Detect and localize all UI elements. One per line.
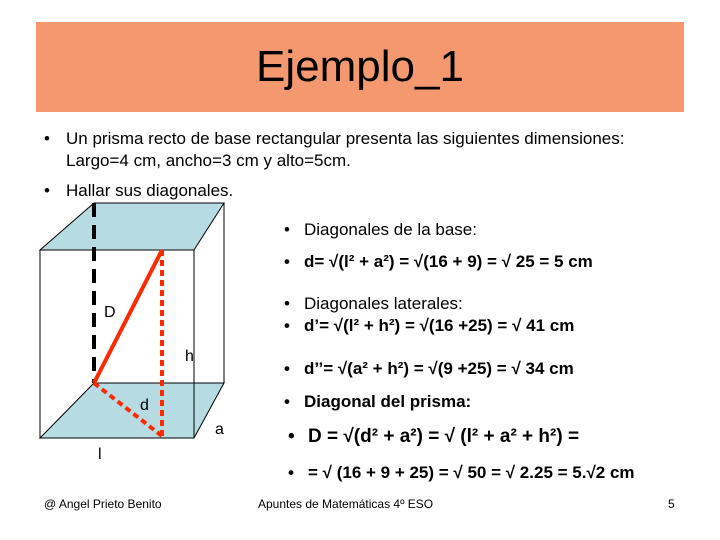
- lateral-formula-1: [284, 315, 575, 337]
- page-number: 5: [668, 497, 675, 511]
- prism-formula-2-text: = √ (16 + 9 + 25) = √ 50 = √ 2.25 = 5.√2 cm: [308, 463, 635, 482]
- label-a: a: [215, 421, 224, 438]
- lateral-heading-text: Diagonales laterales:: [304, 294, 463, 313]
- bullet-line: Largo=4 cm, ancho=3 cm y alto=5cm.: [66, 151, 351, 170]
- lateral-formula-1-text: d’= √(l² + h²) = √(16 +25) = √ 41 cm: [304, 316, 575, 335]
- footer-author: @ Angel Prieto Benito: [44, 497, 162, 511]
- bullet-dot: •: [284, 220, 290, 239]
- label-h: h: [185, 348, 194, 365]
- bullet-dot: •: [284, 316, 290, 335]
- lateral-heading: [284, 293, 463, 315]
- prism-heading-text: Diagonal del prisma:: [304, 392, 472, 411]
- bullet-dot: •: [284, 392, 290, 411]
- prism-bottom-face: [40, 383, 224, 438]
- prism-formula-1-text: D = √(d² + a²) = √ (l² + a² + h²) =: [308, 426, 580, 447]
- footer-course: Apuntes de Matemáticas 4º ESO: [258, 497, 434, 511]
- prism-heading: [284, 391, 472, 413]
- bullet-dot: •: [284, 294, 290, 313]
- base-formula: [284, 251, 593, 273]
- lateral-formula-2-text: d’’= √(a² + h²) = √(9 +25) = √ 34 cm: [304, 359, 574, 378]
- label-d: d: [140, 397, 149, 414]
- bullet-dot: •: [288, 426, 295, 447]
- bullet-dot: •: [44, 129, 50, 148]
- slide-title: Ejemplo_1: [256, 42, 464, 91]
- prism-formula-1: [288, 426, 580, 448]
- bullet-line: Un prisma recto de base rectangular presenta las siguientes dimensiones:: [66, 129, 625, 148]
- label-l: l: [98, 446, 102, 463]
- prism-top-face: [40, 203, 224, 250]
- bullet-dot: •: [288, 463, 294, 482]
- base-formula-text: d= √(l² + a²) = √(16 + 9) = √ 25 = 5 cm: [304, 252, 593, 271]
- prism-formula-2: [288, 462, 635, 484]
- bullet-dot: •: [44, 181, 50, 200]
- bullet-line: Hallar sus diagonales.: [66, 181, 234, 200]
- bullet-dot: •: [284, 252, 290, 271]
- label-D: D: [104, 304, 116, 321]
- base-heading: [284, 219, 477, 241]
- bullet-dot: •: [284, 359, 290, 378]
- lateral-formula-2: [284, 358, 574, 380]
- base-heading-text: Diagonales de la base:: [304, 220, 477, 239]
